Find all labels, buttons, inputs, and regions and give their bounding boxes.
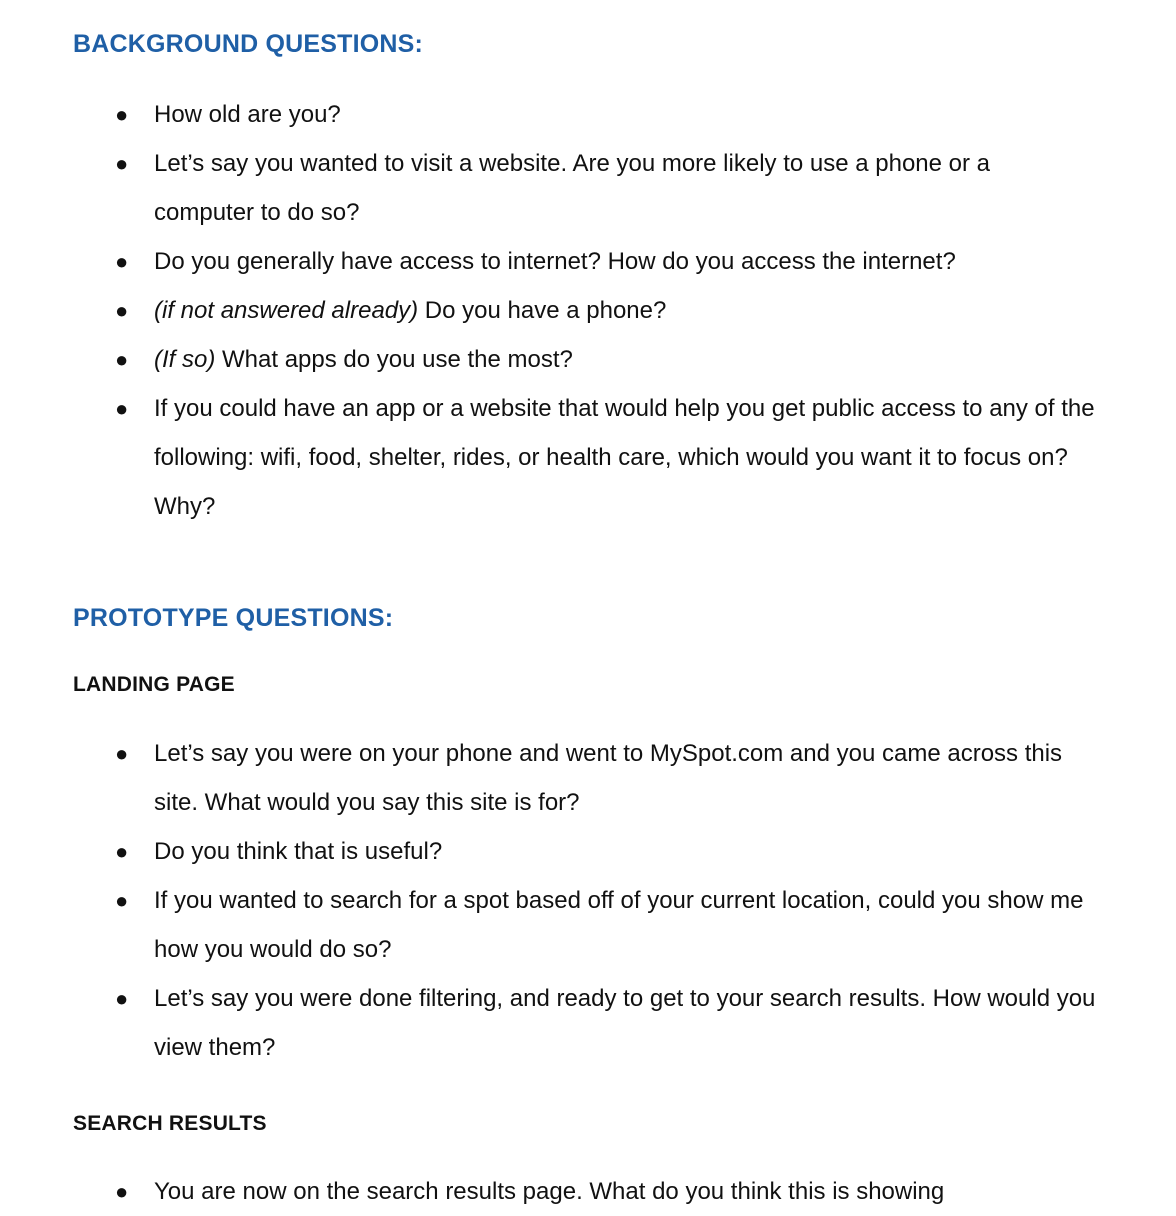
question-text: Do you have a phone?	[418, 297, 667, 324]
list-item	[0, 384, 1176, 531]
question-text: How old are you?	[154, 101, 341, 128]
list-item	[0, 139, 1176, 237]
list-item	[0, 827, 1176, 876]
list-item	[0, 974, 1176, 1072]
search-results-questions-list	[0, 1167, 1176, 1216]
list-item	[0, 286, 1176, 335]
question-text: You are now on the search results page. What do you think this is showing	[154, 1178, 945, 1205]
prototype-questions-heading: PROTOTYPE QUESTIONS:	[73, 604, 394, 632]
question-text: What apps do you use the most?	[215, 346, 573, 373]
search-results-heading: SEARCH RESULTS	[73, 1112, 267, 1135]
bullet-icon: ●	[115, 839, 129, 864]
bullet-icon: ●	[115, 151, 129, 176]
bullet-icon: ●	[115, 102, 129, 127]
bullet-icon: ●	[115, 249, 129, 274]
list-item	[0, 729, 1176, 827]
bullet-icon: ●	[115, 298, 129, 323]
bullet-icon: ●	[115, 396, 129, 421]
question-text: Let’s say you wanted to visit a website. Are you more likely to use a phone or a computer to do so?	[154, 150, 991, 226]
question-text: If you could have an app or a website that would help you get public access to any of the following: wifi, food, shelter, rides, or health care, which would you want it to focus on? Why?	[154, 395, 1095, 520]
question-text: Do you think that is useful?	[154, 838, 443, 865]
list-item	[0, 1167, 1176, 1216]
bullet-icon: ●	[115, 986, 129, 1011]
question-text: If you wanted to search for a spot based off of your current location, could you show me how you would do so?	[154, 887, 1084, 963]
list-item	[0, 237, 1176, 286]
question-text: Let’s say you were on your phone and went to MySpot.com and you came across this site. What would you say this site is for?	[154, 740, 1063, 816]
question-condition: (If so)	[154, 346, 216, 373]
question-text: Do you generally have access to internet? How do you access the internet?	[154, 248, 956, 275]
bullet-icon: ●	[115, 1179, 129, 1204]
bullet-icon: ●	[115, 888, 129, 913]
question-text: Let’s say you were done filtering, and ready to get to your search results. How would you view them?	[154, 985, 1096, 1061]
landing-page-heading: LANDING PAGE	[73, 673, 235, 696]
bullet-icon: ●	[115, 347, 129, 372]
background-questions-heading: BACKGROUND QUESTIONS:	[73, 30, 424, 58]
question-condition: (if not answered already)	[154, 297, 419, 324]
background-questions-list	[0, 90, 1176, 531]
landing-page-questions-list	[0, 729, 1176, 1072]
list-item	[0, 335, 1176, 384]
bullet-icon: ●	[115, 741, 129, 766]
list-item	[0, 90, 1176, 139]
list-item	[0, 876, 1176, 974]
